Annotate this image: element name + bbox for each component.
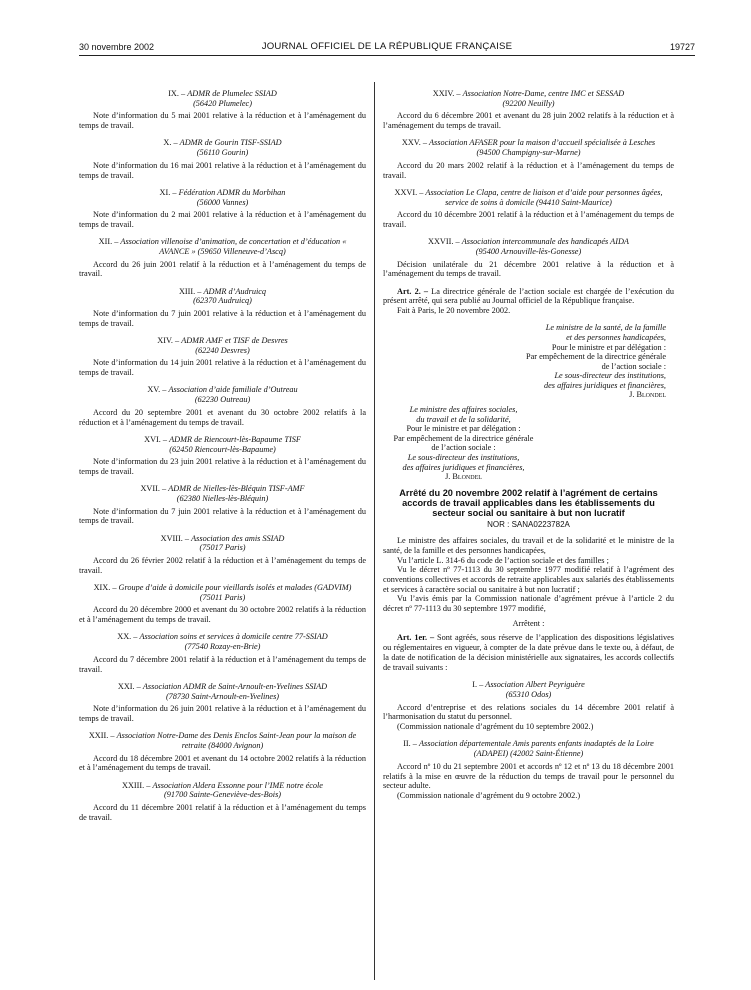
entry-title: Association Aldera Essonne pour l’IME notre école bbox=[152, 780, 323, 790]
entry-heading bbox=[87, 138, 358, 157]
entry-location: (75017 Paris) bbox=[199, 543, 246, 553]
entry-heading bbox=[391, 188, 666, 207]
entry-title: Association villenoise d’animation, de concertation et d’éducation « AVANCE » (59650 Villeneuve-d’Ascq) bbox=[120, 237, 347, 256]
entry-number: XXII. – bbox=[88, 731, 117, 741]
entry-number: XXVI. – bbox=[394, 187, 426, 197]
entry-heading bbox=[87, 435, 358, 454]
article-1-text: Sont agréés, sous réserve de l’application des dispositions législatives ou réglementaires en vigueur, à compter de la date prévue dans le texte ou, à défaut, de la date de notification de la décision ministérielle aux signataires, les accords collectifs de travail suivants : bbox=[383, 633, 674, 672]
signature-line: de l’action sociale : bbox=[431, 443, 496, 453]
left-entry bbox=[79, 484, 366, 526]
left-entry bbox=[79, 435, 366, 477]
entry-body: Note d’information du 14 juin 2001 relative à la réduction et à l’aménagement du temps de travail. bbox=[79, 358, 366, 378]
entry-body: Note d’information du 16 mai 2001 relative à la réduction et à l’aménagement du temps de travail. bbox=[79, 160, 366, 180]
entry-body: Accord du 26 juin 2001 relatif à la réduction et à l’aménagement du temps de travail. bbox=[79, 259, 366, 279]
entry-number: X. – bbox=[163, 138, 180, 148]
left-entry bbox=[79, 682, 366, 724]
entry-heading bbox=[87, 731, 358, 750]
signature-line: Pour le ministre et par délégation : bbox=[551, 342, 666, 352]
signature-line: Le ministre des affaires sociales, bbox=[409, 405, 518, 415]
entry-body: Note d’information du 2 mai 2001 relative à la réduction et à l’aménagement du temps de travail. bbox=[79, 210, 366, 229]
entry-body: Accord du 6 décembre 2001 et avenant du 28 juin 2002 relatifs à la réduction et à l’aménagement du temps de travail. bbox=[383, 111, 674, 131]
signature-line: Par empêchement de la directrice générale bbox=[526, 352, 666, 362]
signatory-name: J. Blondel bbox=[629, 390, 666, 400]
arrete-title: Arrêté du 20 novembre 2002 relatif à l’agrément de certains accords de travail applicables dans les établissements du secteur social ou sanitaire à but non lucratif bbox=[399, 487, 658, 519]
entry-number: II. – bbox=[403, 739, 419, 749]
entry-body: Note d’information du 7 juin 2001 relative à la réduction et à l’aménagement du temps de travail. bbox=[79, 506, 366, 526]
entry-heading bbox=[87, 336, 358, 355]
article-2-text: La directrice générale de l’action sociale est chargée de l’exécution du présent arrêté, qui sera publié au Journal officiel de la République française. bbox=[383, 286, 674, 306]
entry-title: ADMR de Nielles-lès-Bléquin TISF-AMF bbox=[168, 484, 305, 494]
entry-location: (65310 Odos) bbox=[505, 689, 552, 699]
article-1-label: Art. 1er. – bbox=[397, 633, 435, 643]
entry-heading bbox=[87, 385, 358, 404]
left-entry bbox=[79, 781, 366, 823]
entry-location: (95400 Arnouville-lès-Gonesse) bbox=[475, 246, 582, 256]
arrete-entry bbox=[383, 680, 674, 732]
entry-number: XII. – bbox=[98, 237, 121, 247]
signature-block-sante bbox=[383, 323, 666, 400]
entry-commission: (Commission nationale d’agrément du 10 septembre 2002.) bbox=[397, 722, 594, 732]
entry-body: Note d’information du 26 juin 2001 relative à la réduction et à l’aménagement du temps de travail. bbox=[79, 704, 366, 723]
signature-line: de l’action sociale : bbox=[601, 361, 666, 371]
entry-number: XVIII. – bbox=[160, 533, 192, 543]
entry-body: Décision unilatérale du 21 décembre 2001 relative à la réduction et à l’aménagement du temps de travail. bbox=[383, 259, 674, 279]
entry-heading bbox=[87, 534, 358, 553]
entry-location: (62240 Desvres) bbox=[195, 345, 250, 355]
entry-number: XIV. – bbox=[157, 336, 182, 346]
entry-title: Association Albert Peyriguère bbox=[485, 680, 585, 690]
header-rule bbox=[79, 55, 695, 56]
entry-body: Accord du 11 décembre 2001 relatif à la réduction et à l’aménagement du temps de travail. bbox=[79, 803, 366, 822]
entry-title: Fédération ADMR du Morbihan bbox=[178, 187, 286, 197]
left-entry bbox=[79, 89, 366, 131]
left-entry bbox=[79, 632, 366, 674]
entry-number: XXIII. – bbox=[122, 780, 153, 790]
entry-heading bbox=[87, 237, 358, 256]
signatory-name: J. Blondel bbox=[445, 472, 482, 482]
entry-location: (78730 Saint-Arnoult-en-Yvelines) bbox=[165, 691, 280, 701]
signature-line: Le sous-directeur des institutions, bbox=[407, 453, 520, 463]
entry-title: Association Le Clapa, centre de liaison et d’aide pour personnes âgées, service de soins à domicile (94410 Saint-Maurice) bbox=[425, 187, 663, 207]
entry-title: Association des amis SSIAD bbox=[191, 533, 285, 543]
entry-number: XXV. – bbox=[401, 138, 430, 148]
header-date: 30 novembre 2002 bbox=[79, 42, 155, 52]
signature-line: Par empêchement de la directrice générale bbox=[393, 433, 534, 443]
entry-title: Association soins et services à domicile centre 77-SSIAD bbox=[139, 632, 328, 642]
arrete-preamble: Le ministre des affaires sociales, du travail et de la solidarité et le ministre de la santé, de la famille et des personnes handicapées, bbox=[383, 536, 674, 555]
entry-heading bbox=[391, 237, 666, 256]
left-entry bbox=[79, 336, 366, 378]
entry-title: ADMR AMF et TISF de Desvres bbox=[181, 336, 288, 346]
left-entry bbox=[79, 583, 366, 625]
right-entry bbox=[383, 188, 674, 230]
entry-body: Note d’information du 5 mai 2001 relative à la réduction et à l’aménagement du temps de travail. bbox=[79, 111, 366, 131]
entry-heading bbox=[391, 739, 666, 758]
entry-title: Association ADMR de Saint-Arnoult-en-Yvelines SSIAD bbox=[142, 681, 328, 691]
left-column bbox=[79, 89, 366, 830]
left-entry bbox=[79, 237, 366, 279]
signature-line: des affaires juridiques et financières, bbox=[544, 380, 666, 390]
entry-title: ADMR de Gourin TISF-SSIAD bbox=[179, 138, 282, 148]
entry-title: ADMR d’Audruicq bbox=[203, 286, 267, 296]
signature-line: Le ministre de la santé, de la famille bbox=[545, 323, 666, 333]
arrete-visa-2: Vu le décret nº 77-1113 du 30 septembre 1977 modifié relatif à l’agrément des conventions collectives et accords de retraite applicables aux salariés des établissements et services à caractère social ou sanitaire à but non lucratif ; bbox=[383, 565, 674, 594]
entry-number: I. – bbox=[472, 680, 486, 690]
entry-location: (62380 Nielles-lès-Bléquin) bbox=[176, 493, 269, 503]
right-column bbox=[383, 89, 674, 808]
entry-location: (62450 Riencourt-lès-Bapaume) bbox=[169, 444, 276, 454]
entry-location: (56110 Gourin) bbox=[196, 148, 249, 158]
entry-heading bbox=[391, 89, 666, 108]
arrete-visa-1: Vu l’article L. 314-6 du code de l’action sociale et des familles ; bbox=[397, 555, 609, 565]
entry-number: XI. – bbox=[159, 187, 179, 197]
entry-location: (77540 Rozay-en-Brie) bbox=[184, 642, 261, 652]
entry-location: (62370 Audruicq) bbox=[193, 296, 252, 306]
entry-number: XIII. – bbox=[178, 286, 204, 296]
entry-heading bbox=[87, 188, 358, 207]
signature-line: Le sous-directeur des institutions, bbox=[554, 371, 666, 381]
entry-number: XV. – bbox=[147, 385, 169, 395]
entry-heading bbox=[87, 632, 358, 651]
entry-heading bbox=[391, 680, 666, 699]
right-entry bbox=[383, 237, 674, 279]
entry-location: (56000 Vannes) bbox=[196, 197, 249, 207]
entry-body: Accord du 18 décembre 2001 et avenant du 14 octobre 2002 relatifs à la réduction et à l’aménagement du temps de travail. bbox=[79, 753, 366, 773]
entry-heading bbox=[87, 583, 358, 602]
entry-location: (91700 Sainte-Geneviève-des-Bois) bbox=[163, 790, 282, 800]
signature-block-affaires-sociales bbox=[383, 405, 544, 482]
left-entry bbox=[79, 287, 366, 329]
entry-number: XXVII. – bbox=[428, 237, 462, 247]
entry-number: XXIV. – bbox=[432, 89, 463, 98]
entry-number: XIX. – bbox=[93, 583, 119, 593]
entry-title: Association intercommunale des handicapés AIDA bbox=[461, 237, 629, 247]
entry-body: Accord d’entreprise et des relations sociales du 14 décembre 2001 relatif à l’harmonisation du statut du personnel. bbox=[383, 702, 674, 722]
article-2 bbox=[383, 287, 674, 316]
entry-location: (92200 Neuilly) bbox=[502, 98, 555, 108]
article-1 bbox=[383, 633, 674, 672]
entry-body: Note d’information du 7 juin 2001 relative à la réduction et à l’aménagement du temps de travail. bbox=[79, 309, 366, 328]
entry-title: Association Notre-Dame des Denis Enclos Saint-Jean pour la maison de retraite (84000 Avignon) bbox=[116, 731, 357, 750]
entry-body: Accord du 7 décembre 2001 relatif à la réduction et à l’aménagement du temps de travail. bbox=[79, 654, 366, 674]
entry-heading bbox=[87, 287, 358, 306]
entry-location: (56420 Plumelec) bbox=[193, 98, 252, 108]
entry-body: Accord nº 10 du 21 septembre 2001 et accords nº 12 et nº 13 du 18 décembre 2001 relatifs à la mise en œuvre de la réduction du temps de travail pour le personnel du secteur adulte. bbox=[383, 761, 674, 791]
entry-body: Accord du 10 décembre 2001 relatif à la réduction et à l’aménagement du temps de travail. bbox=[383, 210, 674, 229]
signature-line: des affaires juridiques et financières, bbox=[402, 462, 525, 472]
entry-title: ADMR de Plumelec SSIAD bbox=[187, 89, 277, 98]
left-entry bbox=[79, 188, 366, 230]
entry-heading bbox=[87, 781, 358, 800]
right-entry bbox=[383, 138, 674, 180]
entry-body: Accord du 26 février 2002 relatif à la réduction et à l’aménagement du temps de travail. bbox=[79, 556, 366, 575]
entry-number: XVI. – bbox=[144, 434, 170, 444]
article-2-label: Art. 2. – bbox=[397, 286, 429, 296]
entry-number: XX. – bbox=[117, 632, 140, 642]
entry-title: Association départementale Amis parents enfants inadaptés de la Loire (ADAPEI) (42002 Saint-Étienne) bbox=[419, 739, 654, 759]
entry-title: Association AFASER pour la maison d’accueil spécialisée à Lesches (94500 Champigny-sur-Marne) bbox=[429, 138, 656, 158]
left-entry bbox=[79, 534, 366, 576]
entry-location: (62230 Outreau) bbox=[194, 395, 251, 405]
entry-heading bbox=[87, 89, 358, 108]
page-header bbox=[79, 41, 695, 55]
signature-line: Pour le ministre et par délégation : bbox=[406, 424, 521, 434]
signature-line: du travail et de la solidarité, bbox=[416, 414, 511, 424]
entry-title: Association Notre-Dame, centre IMC et SESSAD bbox=[462, 89, 625, 98]
arretent: Arrêtent : bbox=[512, 618, 545, 628]
left-entry bbox=[79, 138, 366, 180]
signature-line: et des personnes handicapées, bbox=[566, 332, 666, 342]
entry-body: Accord du 20 décembre 2000 et avenant du 30 octobre 2002 relatifs à la réduction et à l’aménagement du temps de travail. bbox=[79, 605, 366, 625]
nor-reference: NOR : SANA0223782A bbox=[487, 520, 570, 530]
entry-body: Accord du 20 mars 2002 relatif à la réduction et à l’aménagement du temps de travail. bbox=[383, 160, 674, 180]
column-divider bbox=[374, 82, 375, 980]
arrete-entry bbox=[383, 739, 674, 800]
header-page-number: 19727 bbox=[669, 42, 695, 52]
left-entry bbox=[79, 731, 366, 773]
left-entry bbox=[79, 385, 366, 427]
entry-title: ADMR de Riencourt-lès-Bapaume TISF bbox=[169, 434, 301, 444]
arrete-visa-3: Vu l’avis émis par la Commission nationale d’agrément prévue à l’article 2 du décret nº 77-1113 du 30 septembre 1977 modifié, bbox=[383, 594, 674, 614]
entry-title: Groupe d’aide à domicile pour vieillards isolés et malades (GADVIM) (75011 Paris) bbox=[118, 583, 352, 602]
entry-heading bbox=[87, 484, 358, 503]
entry-body: Accord du 20 septembre 2001 et avenant du 30 octobre 2002 relatifs à la réduction et à l’aménagement du temps de travail. bbox=[79, 407, 366, 427]
entry-title: Association d’aide familiale d’Outreau bbox=[168, 385, 298, 395]
entry-heading bbox=[391, 138, 666, 157]
entry-number: XVII. – bbox=[140, 484, 169, 494]
entry-number: XXI. – bbox=[117, 681, 143, 691]
fait-a-paris: Fait à Paris, le 20 novembre 2002. bbox=[397, 306, 511, 316]
entry-commission: (Commission nationale d’agrément du 9 octobre 2002.) bbox=[397, 790, 581, 800]
entry-heading bbox=[87, 682, 358, 701]
entry-number: IX. – bbox=[168, 89, 188, 98]
right-entry bbox=[383, 89, 674, 131]
entry-body: Note d’information du 23 juin 2001 relative à la réduction et à l’aménagement du temps de travail. bbox=[79, 457, 366, 476]
header-title: JOURNAL OFFICIEL DE LA RÉPUBLIQUE FRANÇAISE bbox=[261, 41, 513, 52]
